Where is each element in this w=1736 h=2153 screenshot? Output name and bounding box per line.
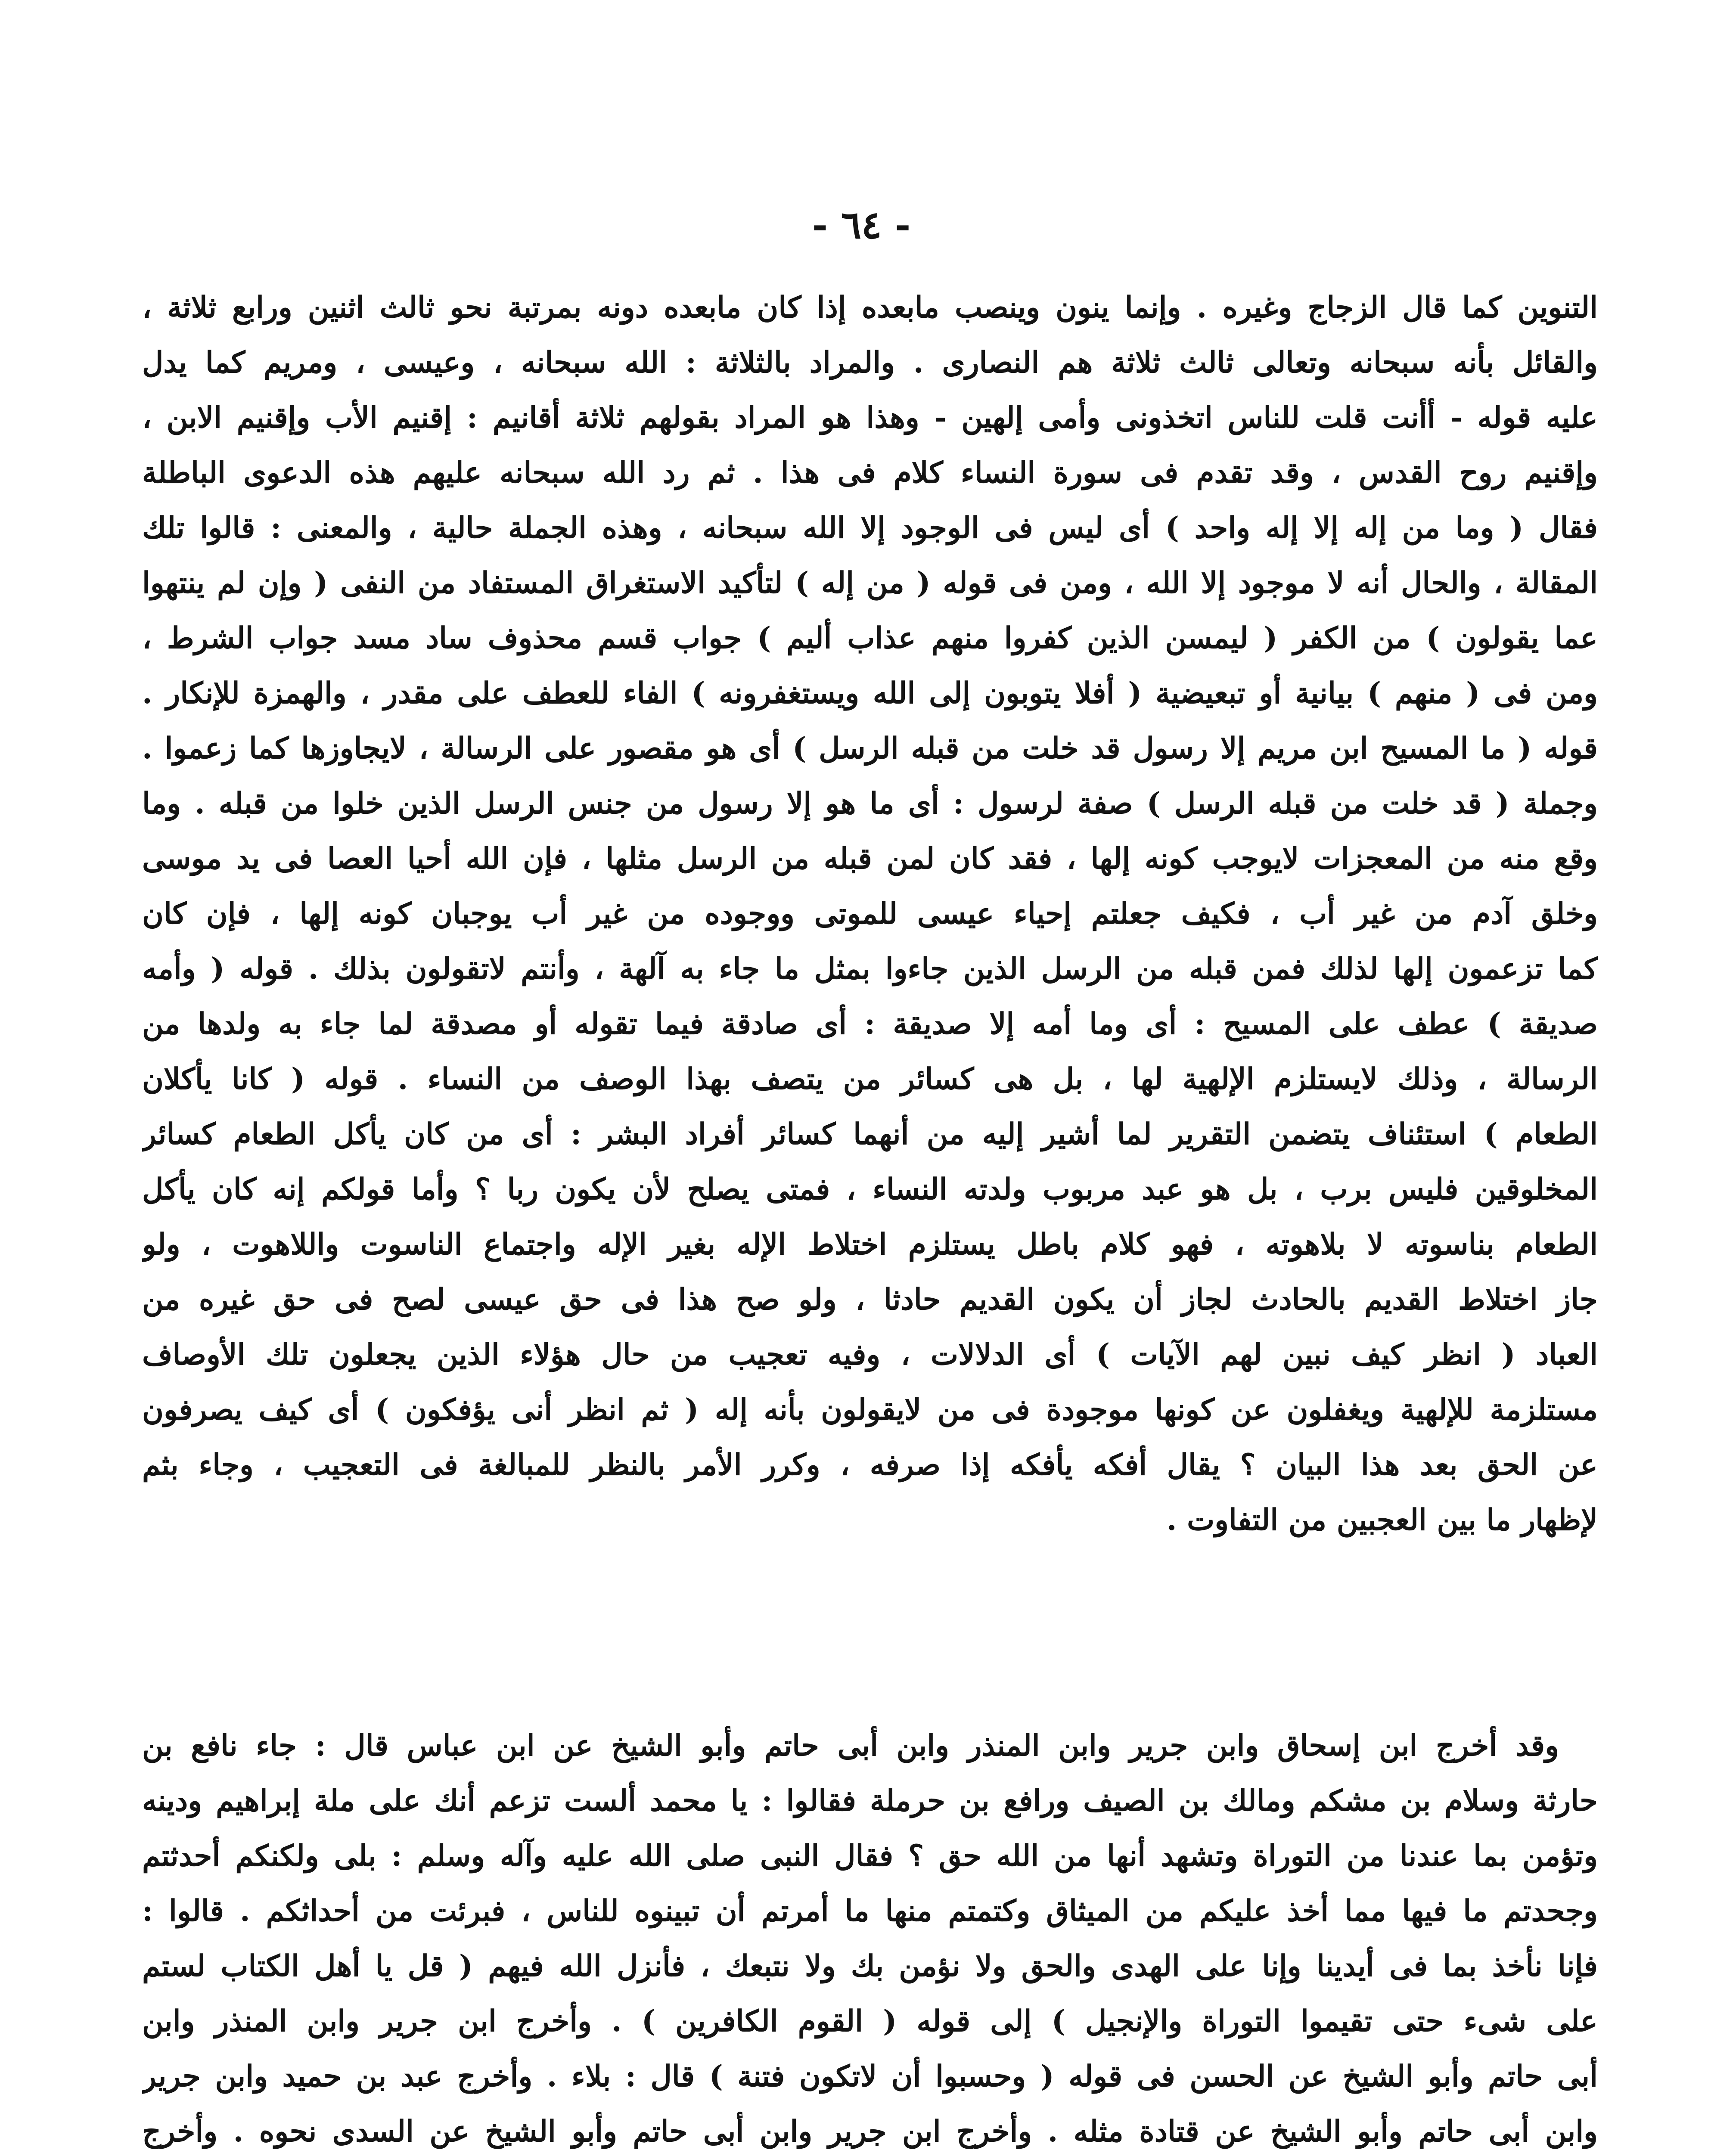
- text-line: عن الحق بعد هذا البيان ؟ يقال أفكه يأفكه إذا صرفه ، وكرر الأمر بالنظر للمبالغة فى التعجيب ، وجاء بثم: [142, 1448, 1598, 1482]
- text-line: وجحدتم ما فيها مما أخذ عليكم من الميثاق وكتمتم منها ما أمرتم أن تبينوه للناس ، فبرئت من أحداثكم . قالوا :: [142, 1894, 1598, 1928]
- text-line: ومن فى ( منهم ) بيانية أو تبعيضية ( أفلا يتوبون إلى الله ويستغفرونه ) الفاء للعطف على مقدر ، والهمزة للإنكار .: [142, 676, 1598, 710]
- text-line: أبى حاتم وأبو الشيخ عن الحسن فى قوله ( وحسبوا أن لاتكون فتنة ) قال : بلاء . وأخرج عبد بن حميد وابن جرير: [142, 2059, 1598, 2094]
- text-line: عما يقولون ) من الكفر ( ليمسن الذين كفروا منهم عذاب أليم ) جواب قسم محذوف ساد مسد جواب الشرط ،: [142, 621, 1598, 655]
- text-line: وقع منه من المعجزات لايوجب كونه إلها ، فقد كان لمن قبله من الرسل مثلها ، فإن الله أحيا العصا فى يد موسى: [142, 841, 1598, 876]
- text-line: والقائل بأنه سبحانه وتعالى ثالث ثلاثة هم النصارى . والمراد بالثلاثة : الله سبحانه ، وعيسى ، ومريم كما يدل: [142, 345, 1598, 380]
- text-line: المخلوقين فليس برب ، بل هو عبد مربوب ولدته النساء ، فمتى يصلح لأن يكون ربا ؟ وأما قولكم إنه كان يأكل: [142, 1172, 1598, 1207]
- text-line: الطعام ) استئناف يتضمن التقرير لما أشير إليه من أنهما كسائر أفراد البشر : أى من كان يأكل الطعام كسائر: [142, 1117, 1598, 1151]
- text-line: فإنا نأخذ بما فى أيدينا وإنا على الهدى والحق ولا نؤمن بك ولا نتبعك ، فأنزل الله فيهم ( قل يا أهل الكتاب لستم: [142, 1949, 1598, 1983]
- text-line: وخلق آدم من غير أب ، فكيف جعلتم إحياء عيسى للموتى ووجوده من غير أب يوجبان كونه إلها ، فإن كان: [142, 897, 1598, 931]
- text-line: وإقنيم روح القدس ، وقد تقدم فى سورة النساء كلام فى هذا . ثم رد الله سبحانه عليهم هذه الدعوى الباطلة: [142, 456, 1598, 490]
- text-line: قوله ( ما المسيح ابن مريم إلا رسول قد خلت من قبله الرسل ) أى هو مقصور على الرسالة ، لايجاوزها كما زعموا .: [142, 731, 1598, 766]
- text-line: وقد أخرج ابن إسحاق وابن جرير وابن المنذر وابن أبى حاتم وأبو الشيخ عن ابن عباس قال : جاء نافع بن: [142, 1728, 1559, 1763]
- text-line: عليه قوله - أأنت قلت للناس اتخذونى وأمى إلهين - وهذا هو المراد بقولهم ثلاثة أقانيم : إقنيم الأب وإقنيم الابن ،: [142, 400, 1598, 435]
- text-line: مستلزمة للإلهية ويغفلون عن كونها موجودة فى من لايقولون بأنه إله ( ثم انظر أنى يؤفكون ) أى كيف يصرفون: [142, 1393, 1598, 1427]
- text-line: الطعام بناسوته لا بلاهوته ، فهو كلام باطل يستلزم اختلاط الإله بغير الإله واجتماع الناسوت واللاهوت ، ولو: [142, 1227, 1598, 1262]
- text-line: جاز اختلاط القديم بالحادث لجاز أن يكون القديم حادثا ، ولو صح هذا فى حق عيسى لصح فى حق غيره من: [142, 1282, 1598, 1317]
- commentary-paragraph: [142, 280, 1598, 1548]
- text-line: حارثة وسلام بن مشكم ومالك بن الصيف ورافع بن حرملة فقالوا : يا محمد ألست تزعم أنك على ملة إبراهيم ودينه: [142, 1784, 1598, 1818]
- text-line: المقالة ، والحال أنه لا موجود إلا الله ، ومن فى قوله ( من إله ) لتأكيد الاستغراق المستفاد من النفى ( وإن لم ينتهوا: [142, 566, 1598, 600]
- text-line: الرسالة ، وذلك لايستلزم الإلهية لها ، بل هى كسائر من يتصف بهذا الوصف من النساء . قوله ( كانا يأكلان: [142, 1062, 1598, 1096]
- text-line: وابن أبى حاتم وأبو الشيخ عن قتادة مثله . وأخرج ابن جرير وابن أبى حاتم وأبو الشيخ عن السدى نحوه . وأخرج: [142, 2114, 1598, 2149]
- text-line: فقال ( وما من إله إلا إله واحد ) أى ليس فى الوجود إلا الله سبحانه ، وهذه الجملة حالية ، والمعنى : قالوا تلك: [142, 511, 1598, 545]
- text-line: التنوين كما قال الزجاج وغيره . وإنما ينون وينصب مابعده إذا كان مابعده دونه بمرتبة نحو ثالث اثنين ورابع ثلاثة ،: [142, 290, 1598, 325]
- text-line: لإظهار ما بين العجبين من التفاوت .: [1166, 1503, 1598, 1537]
- text-line: وجملة ( قد خلت من قبله الرسل ) صفة لرسول : أى ما هو إلا رسول من جنس الرسل الذين خلوا من قبله . وما: [142, 786, 1598, 821]
- text-line: صديقة ) عطف على المسيح : أى وما أمه إلا صديقة : أى صادقة فيما تقوله أو مصدقة لما جاء به ولدها من: [142, 1007, 1598, 1041]
- text-line: وتؤمن بما عندنا من التوراة وتشهد أنها من الله حق ؟ فقال النبى صلى الله عليه وآله وسلم : بلى ولكنكم أحدثتم: [142, 1839, 1598, 1873]
- text-line: على شىء حتى تقيموا التوراة والإنجيل ) إلى قوله ( القوم الكافرين ) . وأخرج ابن جرير وابن المنذر وابن: [142, 2004, 1598, 2038]
- page-number: - ٦٤ -: [812, 202, 911, 247]
- hadith-narrations-paragraph: [142, 1718, 1598, 2153]
- text-line: كما تزعمون إلها لذلك فمن قبله من الرسل الذين جاءوا بمثل ما جاء به آلهة ، وأنتم لاتقولون بذلك . قوله ( وأمه: [142, 952, 1598, 986]
- text-line: العباد ( انظر كيف نبين لهم الآيات ) أى الدلالات ، وفيه تعجيب من حال هؤلاء الذين يجعلون تلك الأوصاف: [142, 1337, 1598, 1372]
